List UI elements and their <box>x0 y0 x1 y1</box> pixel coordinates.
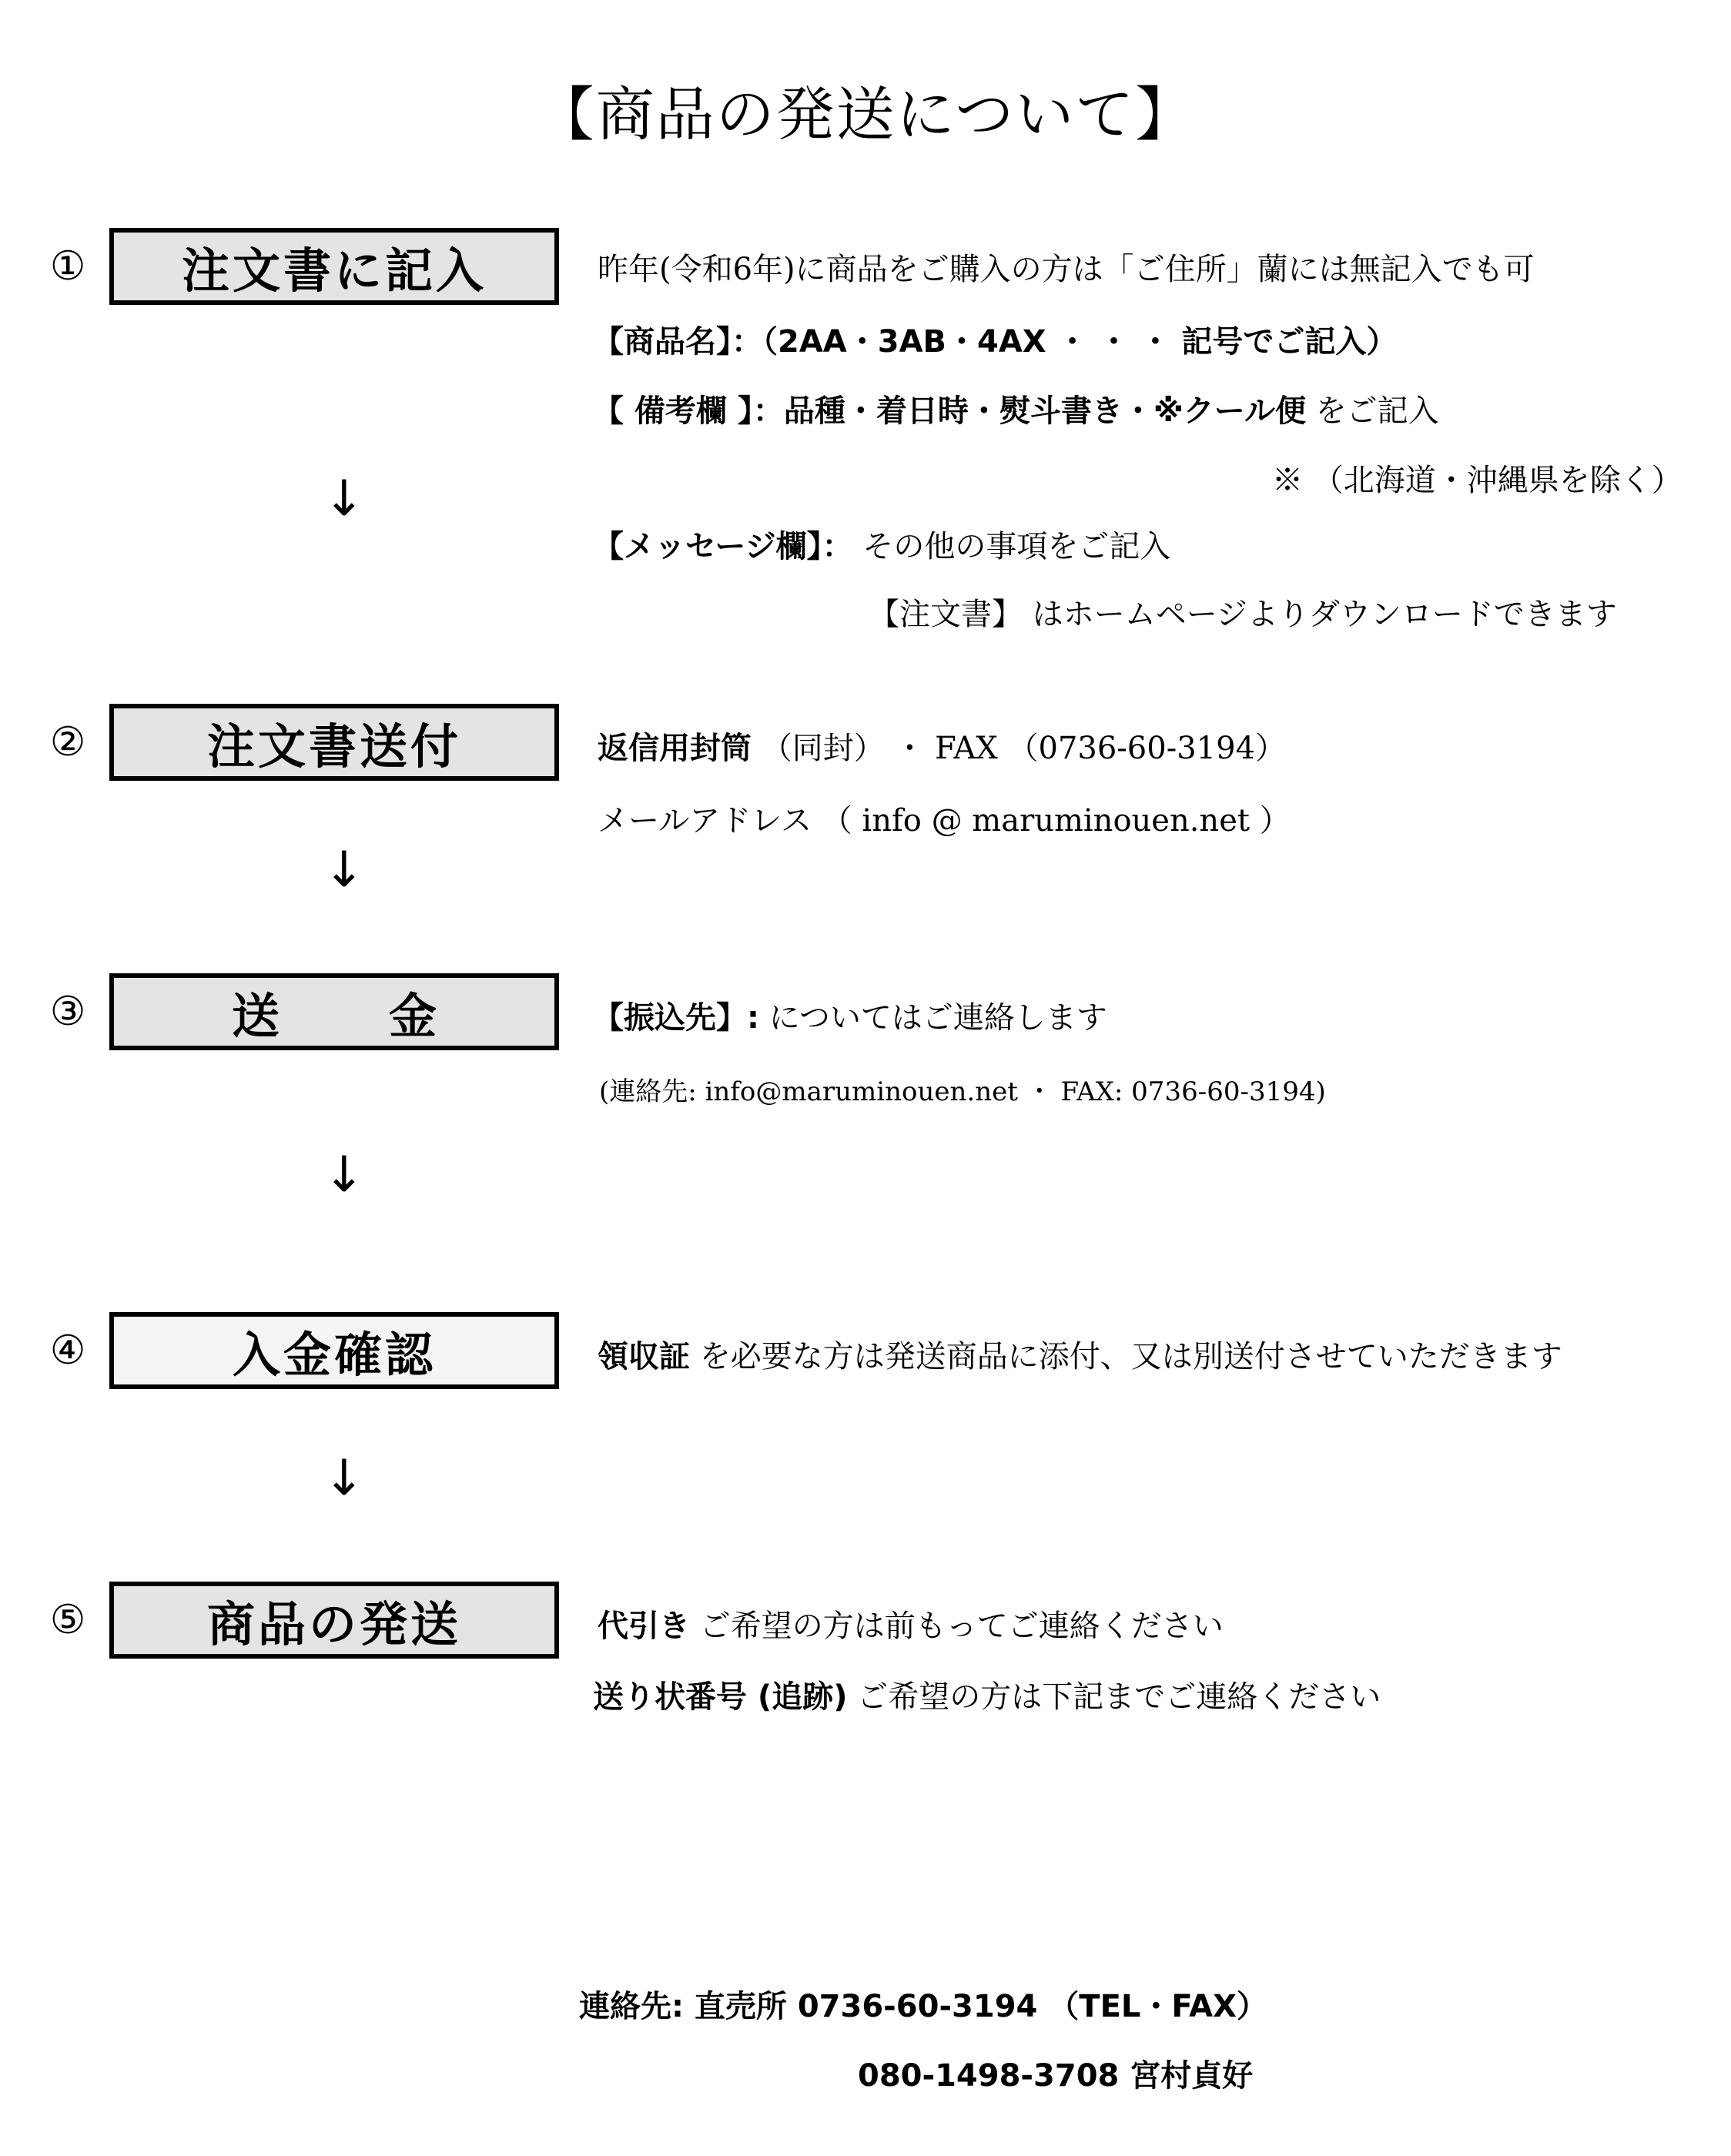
transfer-text: についてはご連絡します <box>759 1000 1107 1036</box>
arrow-down-icon: ↓ <box>323 470 365 527</box>
step1-line1: 昨年(令和6年)に商品をご購入の方は「ご住所」蘭には無記入でも可 <box>598 252 1535 287</box>
return-envelope-label: 返信用封筒 <box>598 731 752 766</box>
step-number-1: ① <box>49 243 86 290</box>
step-number-2: ② <box>49 719 86 765</box>
arrow-down-icon: ↓ <box>323 1450 365 1507</box>
message-label: 【メッセージ欄】： <box>593 529 853 564</box>
step-box-3 <box>109 973 559 1050</box>
tracking-text: ご希望の方は下記までご連絡ください <box>847 1679 1381 1715</box>
step-box-2 <box>109 704 559 781</box>
step5-line2 <box>593 1672 1381 1716</box>
tracking-label: 送り状番号 (追跡) <box>593 1679 848 1715</box>
footer-contact-line2: 080-1498-3708 宮村貞好 <box>858 2058 1254 2094</box>
step-number-5: ⑤ <box>49 1597 86 1643</box>
footer-contact-line1: 連絡先: 直売所 0736-60-3194 （TEL・FAX） <box>579 1989 1267 2024</box>
step-box-1 <box>109 228 559 305</box>
step1-line5 <box>593 522 1170 566</box>
step5-line1 <box>598 1602 1224 1645</box>
arrow-down-icon: ↓ <box>323 1147 365 1204</box>
step-label-4: 入金確認 <box>232 1326 436 1383</box>
step-label-5: 商品の発送 <box>206 1595 461 1652</box>
product-name-text: （2AA・3AB・4AX ・ ・ ・ 記号でご記入） <box>762 324 1398 360</box>
message-text: その他の事項をご記入 <box>852 529 1171 564</box>
transfer-label: 【振込先】: <box>593 1000 759 1036</box>
remarks-label: 【 備考欄 】： <box>593 393 784 429</box>
return-envelope-text: （同封） ・ FAX （0736-60-3194） <box>752 731 1287 766</box>
step1-line3 <box>593 387 1439 430</box>
step-number-4: ④ <box>49 1327 86 1374</box>
step1-line2 <box>593 317 1397 361</box>
step-box-5 <box>109 1582 559 1659</box>
contact-info-line: (連絡先: info@maruminouen.net ・ FAX: 0736-60-3194) <box>599 1076 1326 1107</box>
step2-line1 <box>598 724 1286 768</box>
product-name-label: 【商品名】： <box>593 324 762 360</box>
receipt-text: を必要な方は発送商品に添付、又は別送付させていただきます <box>690 1339 1562 1374</box>
cod-text: ご希望の方は前もってご連絡ください <box>690 1609 1224 1644</box>
remarks-items: 品種・着日時・熨斗書き・※クール便 <box>783 393 1306 429</box>
step1-line4: ※ （北海道・沖縄県を除く） <box>1272 463 1682 498</box>
step4-line1 <box>598 1332 1562 1376</box>
cod-label: 代引き <box>598 1609 690 1644</box>
step-label-2: 注文書送付 <box>206 718 461 775</box>
remarks-text: をご記入 <box>1305 393 1439 429</box>
arrow-down-icon: ↓ <box>323 842 365 899</box>
step-box-4 <box>109 1312 559 1389</box>
email-address-line: メールアドレス （ info @ maruminouen.net ） <box>598 803 1291 839</box>
step-label-1: 注文書に記入 <box>181 242 487 299</box>
step-number-3: ③ <box>49 989 86 1035</box>
receipt-label: 領収証 <box>598 1339 690 1374</box>
page-title: 【商品の発送について】 <box>535 80 1196 149</box>
step-label-3: 送 金 <box>231 987 467 1044</box>
step3-line1 <box>593 993 1107 1037</box>
order-form-download-note: 【注文書】 はホームページよりダウンロードできます <box>869 597 1617 632</box>
